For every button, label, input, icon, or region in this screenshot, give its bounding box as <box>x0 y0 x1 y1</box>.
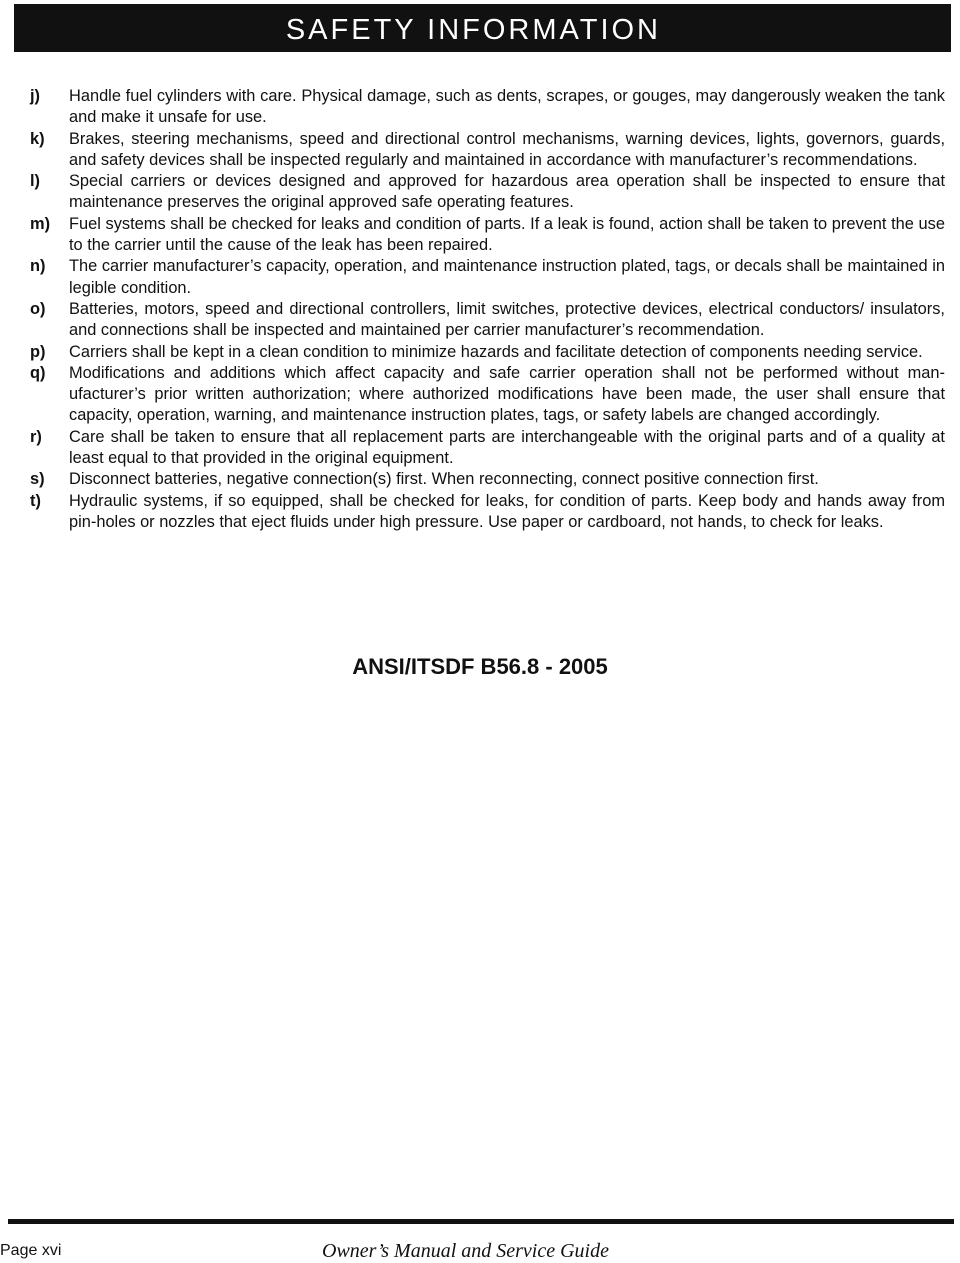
item-text: Hydraulic systems, if so equipped, shall be checked for leaks, for condition of parts. Keep body and hands away from pin-holes or nozzles that eject fluids under high pressure. Use paper or cardboard, not hands, to check for leaks. <box>69 491 945 531</box>
section-header-bar <box>14 4 951 52</box>
item-text: Brakes, steering mechanisms, speed and directional control mechanisms, warning devices, lights, governors, guards, and safety devices shall be inspected regularly and maintained in accordance with manufacturer’s recommendations. <box>69 129 945 169</box>
item-letter: s) <box>30 470 45 489</box>
list-item <box>30 299 945 342</box>
item-text: Care shall be taken to ensure that all replacement parts are interchangeable with the original parts and of a quality at least equal to that provided in the original equipment. <box>69 427 945 468</box>
list-item <box>30 491 945 534</box>
footer-divider <box>8 1219 954 1224</box>
standard-reference: ANSI/ITSDF B56.8 - 2005 <box>352 654 608 679</box>
item-letter: n) <box>30 257 46 276</box>
item-text: Carriers shall be kept in a clean condition to minimize hazards and facilitate detection of components needing service. <box>69 342 923 361</box>
item-letter: p) <box>30 342 46 361</box>
safety-items-list <box>30 86 945 533</box>
list-item <box>30 427 945 470</box>
item-letter: j) <box>30 87 41 105</box>
item-letter: o) <box>30 299 46 318</box>
list-item <box>30 86 945 129</box>
item-letter: m) <box>30 214 51 233</box>
item-letter: q) <box>30 363 46 382</box>
item-text: Batteries, motors, speed and directional controllers, limit switches, protective devices, electrical conductors/ insulators, and connections shall be inspected and maintained per carrier manufacturer’s recommendation. <box>69 299 945 340</box>
list-item <box>30 256 945 299</box>
item-letter: k) <box>30 129 45 148</box>
item-text: Special carriers or devices designed and approved for hazardous area operation shall be inspected to ensure that maintenance preserves the original approved safe operating features. <box>69 172 945 212</box>
page-number: Page xvi <box>0 1242 62 1259</box>
list-item <box>30 214 945 257</box>
section-title: SAFETY INFORMATION <box>285 14 661 46</box>
item-letter: t) <box>30 491 41 510</box>
list-item <box>30 129 945 172</box>
list-item <box>30 171 945 214</box>
list-item <box>30 469 945 490</box>
item-letter: r) <box>30 427 42 446</box>
item-letter: l) <box>30 172 41 191</box>
list-item <box>30 342 945 363</box>
item-text: Disconnect batteries, negative connection(s) first. When reconnecting, connect positive connection first. <box>69 470 819 489</box>
list-item <box>30 363 945 427</box>
guide-title: Owner’s Manual and Service Guide <box>322 1240 609 1262</box>
item-text: Modifications and additions which affect capacity and safe carrier operation shall not be performed without manufacturer’s prior written authorization; where authorized modifications have been made, the user shall ensure that capacity, operation, warning, and maintenance instruction plates, tags, or safety labels are changed accordingly. <box>69 363 945 425</box>
item-text: Handle fuel cylinders with care. Physical damage, such as dents, scrapes, or gouges, may dangerously weaken the tank and make it unsafe for use. <box>69 87 945 127</box>
item-text: The carrier manufacturer’s capacity, operation, and maintenance instruction plated, tags, or decals shall be maintained in legible condition. <box>69 257 945 297</box>
item-text: Fuel systems shall be checked for leaks and condition of parts. If a leak is found, action shall be taken to prevent the use to the carrier until the cause of the leak has been repaired. <box>69 214 945 255</box>
